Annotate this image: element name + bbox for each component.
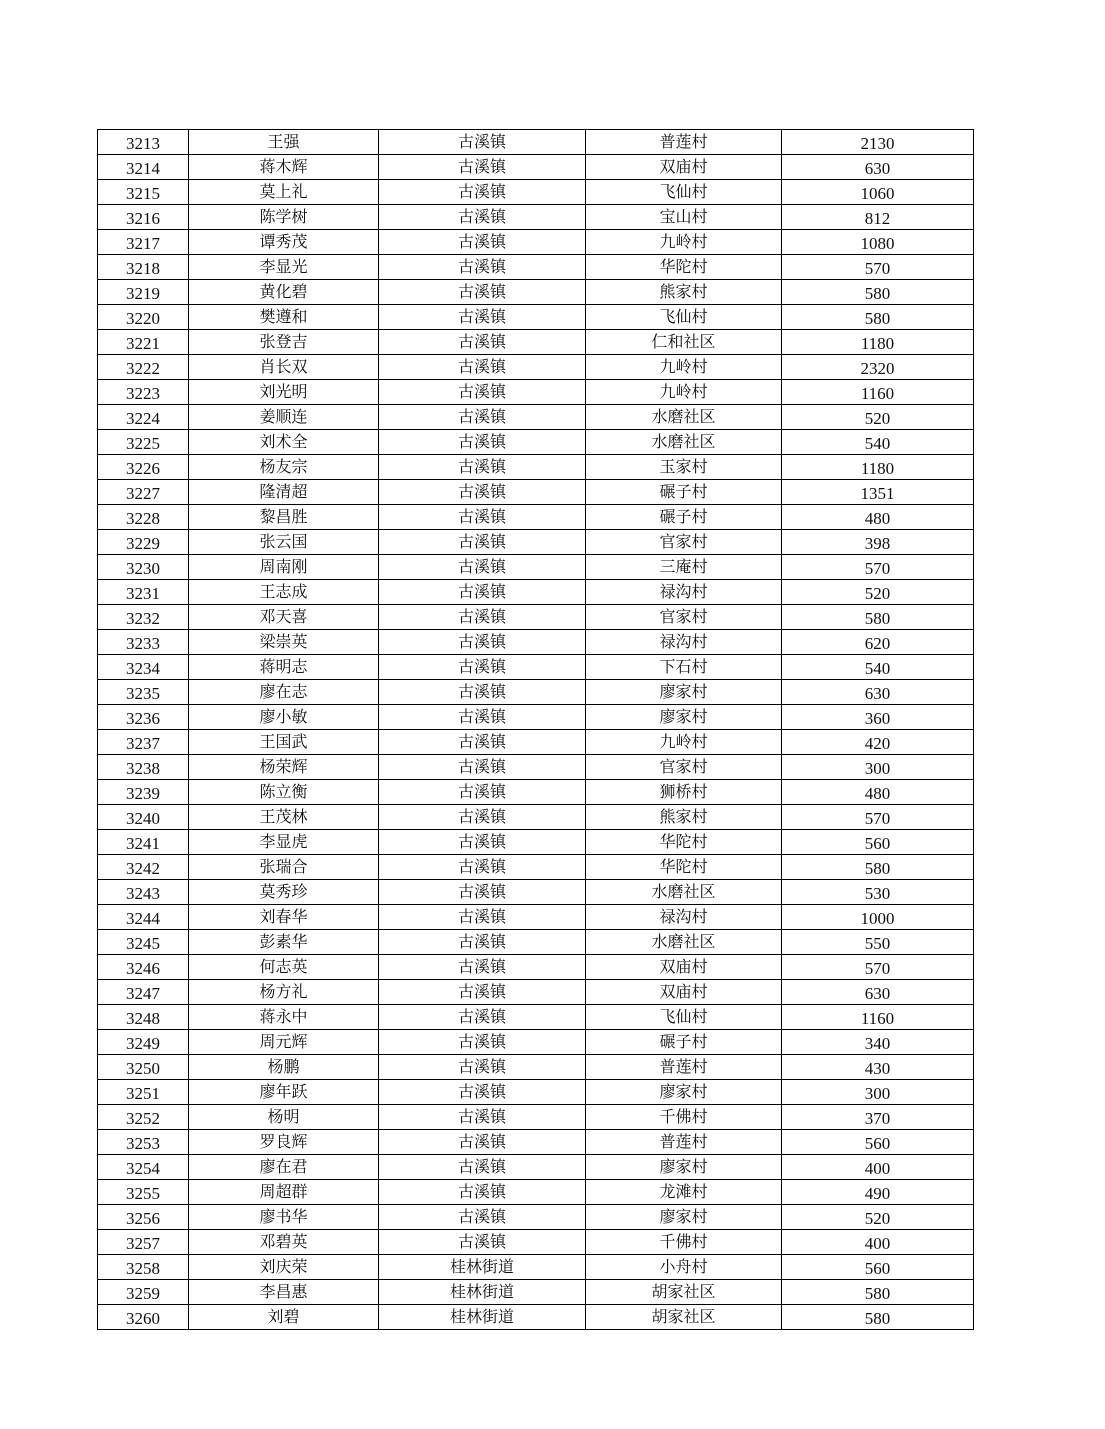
village-cell: 碾子村 bbox=[586, 1030, 782, 1055]
village-cell: 九岭村 bbox=[586, 355, 782, 380]
town-cell: 古溪镇 bbox=[379, 330, 586, 355]
row-number-cell: 3223 bbox=[98, 380, 189, 405]
town-cell: 古溪镇 bbox=[379, 780, 586, 805]
village-cell: 禄沟村 bbox=[586, 905, 782, 930]
village-cell: 胡家社区 bbox=[586, 1305, 782, 1330]
amount-cell: 400 bbox=[782, 1155, 974, 1180]
table-row bbox=[98, 1105, 974, 1130]
row-number-cell: 3253 bbox=[98, 1130, 189, 1155]
row-number-cell: 3227 bbox=[98, 480, 189, 505]
town-cell: 古溪镇 bbox=[379, 1180, 586, 1205]
amount-cell: 370 bbox=[782, 1105, 974, 1130]
amount-cell: 570 bbox=[782, 805, 974, 830]
amount-cell: 1351 bbox=[782, 480, 974, 505]
town-cell: 古溪镇 bbox=[379, 455, 586, 480]
town-cell: 古溪镇 bbox=[379, 755, 586, 780]
row-number-cell: 3245 bbox=[98, 930, 189, 955]
row-number-cell: 3247 bbox=[98, 980, 189, 1005]
row-number-cell: 3250 bbox=[98, 1055, 189, 1080]
town-cell: 桂林街道 bbox=[379, 1305, 586, 1330]
row-number-cell: 3231 bbox=[98, 580, 189, 605]
row-number-cell: 3255 bbox=[98, 1180, 189, 1205]
name-cell: 黎昌胜 bbox=[189, 505, 379, 530]
name-cell: 李显光 bbox=[189, 255, 379, 280]
row-number-cell: 3244 bbox=[98, 905, 189, 930]
amount-cell: 300 bbox=[782, 755, 974, 780]
town-cell: 古溪镇 bbox=[379, 605, 586, 630]
village-cell: 廖家村 bbox=[586, 680, 782, 705]
row-number-cell: 3214 bbox=[98, 155, 189, 180]
town-cell: 古溪镇 bbox=[379, 905, 586, 930]
amount-cell: 520 bbox=[782, 1205, 974, 1230]
name-cell: 杨方礼 bbox=[189, 980, 379, 1005]
table-row bbox=[98, 1080, 974, 1105]
table-row bbox=[98, 180, 974, 205]
village-cell: 廖家村 bbox=[586, 1080, 782, 1105]
village-cell: 水磨社区 bbox=[586, 405, 782, 430]
name-cell: 杨友宗 bbox=[189, 455, 379, 480]
name-cell: 李显虎 bbox=[189, 830, 379, 855]
village-cell: 小舟村 bbox=[586, 1255, 782, 1280]
town-cell: 古溪镇 bbox=[379, 1055, 586, 1080]
village-cell: 廖家村 bbox=[586, 1205, 782, 1230]
town-cell: 古溪镇 bbox=[379, 1105, 586, 1130]
amount-cell: 480 bbox=[782, 505, 974, 530]
name-cell: 莫秀珍 bbox=[189, 880, 379, 905]
village-cell: 龙滩村 bbox=[586, 1180, 782, 1205]
village-cell: 仁和社区 bbox=[586, 330, 782, 355]
amount-cell: 520 bbox=[782, 580, 974, 605]
amount-cell: 398 bbox=[782, 530, 974, 555]
name-cell: 陈学树 bbox=[189, 205, 379, 230]
row-number-cell: 3242 bbox=[98, 855, 189, 880]
name-cell: 蒋明志 bbox=[189, 655, 379, 680]
table-row bbox=[98, 255, 974, 280]
village-cell: 普莲村 bbox=[586, 1055, 782, 1080]
town-cell: 古溪镇 bbox=[379, 380, 586, 405]
row-number-cell: 3241 bbox=[98, 830, 189, 855]
town-cell: 古溪镇 bbox=[379, 155, 586, 180]
amount-cell: 430 bbox=[782, 1055, 974, 1080]
name-cell: 邓天喜 bbox=[189, 605, 379, 630]
amount-cell: 2130 bbox=[782, 130, 974, 155]
village-cell: 廖家村 bbox=[586, 1155, 782, 1180]
town-cell: 古溪镇 bbox=[379, 305, 586, 330]
row-number-cell: 3232 bbox=[98, 605, 189, 630]
town-cell: 古溪镇 bbox=[379, 405, 586, 430]
row-number-cell: 3222 bbox=[98, 355, 189, 380]
row-number-cell: 3216 bbox=[98, 205, 189, 230]
row-number-cell: 3236 bbox=[98, 705, 189, 730]
amount-cell: 580 bbox=[782, 1305, 974, 1330]
amount-cell: 1060 bbox=[782, 180, 974, 205]
village-cell: 水磨社区 bbox=[586, 880, 782, 905]
town-cell: 古溪镇 bbox=[379, 580, 586, 605]
name-cell: 陈立衡 bbox=[189, 780, 379, 805]
table-row bbox=[98, 230, 974, 255]
town-cell: 古溪镇 bbox=[379, 955, 586, 980]
table-row bbox=[98, 905, 974, 930]
amount-cell: 630 bbox=[782, 980, 974, 1005]
row-number-cell: 3251 bbox=[98, 1080, 189, 1105]
name-cell: 樊遵和 bbox=[189, 305, 379, 330]
town-cell: 古溪镇 bbox=[379, 130, 586, 155]
name-cell: 彭素华 bbox=[189, 930, 379, 955]
name-cell: 廖书华 bbox=[189, 1205, 379, 1230]
town-cell: 古溪镇 bbox=[379, 1005, 586, 1030]
village-cell: 禄沟村 bbox=[586, 580, 782, 605]
name-cell: 黄化碧 bbox=[189, 280, 379, 305]
town-cell: 古溪镇 bbox=[379, 480, 586, 505]
table-row bbox=[98, 1130, 974, 1155]
village-cell: 玉家村 bbox=[586, 455, 782, 480]
village-cell: 双庙村 bbox=[586, 955, 782, 980]
row-number-cell: 3218 bbox=[98, 255, 189, 280]
village-cell: 水磨社区 bbox=[586, 930, 782, 955]
village-cell: 水磨社区 bbox=[586, 430, 782, 455]
name-cell: 谭秀茂 bbox=[189, 230, 379, 255]
amount-cell: 570 bbox=[782, 255, 974, 280]
town-cell: 古溪镇 bbox=[379, 1230, 586, 1255]
amount-cell: 300 bbox=[782, 1080, 974, 1105]
village-cell: 碾子村 bbox=[586, 480, 782, 505]
name-cell: 周超群 bbox=[189, 1180, 379, 1205]
town-cell: 古溪镇 bbox=[379, 680, 586, 705]
table-row bbox=[98, 130, 974, 155]
amount-cell: 560 bbox=[782, 1130, 974, 1155]
town-cell: 古溪镇 bbox=[379, 1130, 586, 1155]
table-row bbox=[98, 680, 974, 705]
amount-cell: 560 bbox=[782, 1255, 974, 1280]
table-row bbox=[98, 1180, 974, 1205]
town-cell: 古溪镇 bbox=[379, 730, 586, 755]
village-cell: 碾子村 bbox=[586, 505, 782, 530]
name-cell: 梁崇英 bbox=[189, 630, 379, 655]
amount-cell: 812 bbox=[782, 205, 974, 230]
table-row bbox=[98, 805, 974, 830]
village-cell: 官家村 bbox=[586, 530, 782, 555]
name-cell: 何志英 bbox=[189, 955, 379, 980]
row-number-cell: 3228 bbox=[98, 505, 189, 530]
village-cell: 九岭村 bbox=[586, 230, 782, 255]
table-row bbox=[98, 1005, 974, 1030]
row-number-cell: 3260 bbox=[98, 1305, 189, 1330]
town-cell: 古溪镇 bbox=[379, 980, 586, 1005]
table-row bbox=[98, 880, 974, 905]
town-cell: 古溪镇 bbox=[379, 1155, 586, 1180]
amount-cell: 360 bbox=[782, 705, 974, 730]
village-cell: 官家村 bbox=[586, 755, 782, 780]
row-number-cell: 3226 bbox=[98, 455, 189, 480]
amount-cell: 1180 bbox=[782, 330, 974, 355]
village-cell: 狮桥村 bbox=[586, 780, 782, 805]
row-number-cell: 3249 bbox=[98, 1030, 189, 1055]
table-row bbox=[98, 205, 974, 230]
table-row bbox=[98, 830, 974, 855]
amount-cell: 580 bbox=[782, 855, 974, 880]
name-cell: 隆清超 bbox=[189, 480, 379, 505]
amount-cell: 630 bbox=[782, 680, 974, 705]
name-cell: 蒋木辉 bbox=[189, 155, 379, 180]
table-row bbox=[98, 730, 974, 755]
amount-cell: 620 bbox=[782, 630, 974, 655]
name-cell: 张瑞合 bbox=[189, 855, 379, 880]
village-cell: 千佛村 bbox=[586, 1105, 782, 1130]
amount-cell: 480 bbox=[782, 780, 974, 805]
amount-cell: 570 bbox=[782, 955, 974, 980]
village-cell: 熊家村 bbox=[586, 805, 782, 830]
table-row bbox=[98, 1280, 974, 1305]
amount-cell: 540 bbox=[782, 430, 974, 455]
town-cell: 古溪镇 bbox=[379, 805, 586, 830]
table-row bbox=[98, 555, 974, 580]
town-cell: 古溪镇 bbox=[379, 1030, 586, 1055]
village-cell: 九岭村 bbox=[586, 730, 782, 755]
name-cell: 姜顺连 bbox=[189, 405, 379, 430]
amount-cell: 420 bbox=[782, 730, 974, 755]
table-row bbox=[98, 1305, 974, 1330]
name-cell: 刘庆荣 bbox=[189, 1255, 379, 1280]
row-number-cell: 3220 bbox=[98, 305, 189, 330]
table-row bbox=[98, 155, 974, 180]
amount-cell: 1160 bbox=[782, 380, 974, 405]
amount-cell: 570 bbox=[782, 555, 974, 580]
table-row bbox=[98, 980, 974, 1005]
row-number-cell: 3225 bbox=[98, 430, 189, 455]
row-number-cell: 3258 bbox=[98, 1255, 189, 1280]
row-number-cell: 3217 bbox=[98, 230, 189, 255]
village-cell: 胡家社区 bbox=[586, 1280, 782, 1305]
table-row bbox=[98, 405, 974, 430]
village-cell: 下石村 bbox=[586, 655, 782, 680]
table-row bbox=[98, 505, 974, 530]
town-cell: 古溪镇 bbox=[379, 255, 586, 280]
row-number-cell: 3257 bbox=[98, 1230, 189, 1255]
row-number-cell: 3213 bbox=[98, 130, 189, 155]
table-row bbox=[98, 455, 974, 480]
town-cell: 古溪镇 bbox=[379, 630, 586, 655]
table-row bbox=[98, 605, 974, 630]
table-row bbox=[98, 430, 974, 455]
village-cell: 华陀村 bbox=[586, 855, 782, 880]
amount-cell: 490 bbox=[782, 1180, 974, 1205]
table-row bbox=[98, 480, 974, 505]
village-cell: 官家村 bbox=[586, 605, 782, 630]
amount-cell: 530 bbox=[782, 880, 974, 905]
village-cell: 禄沟村 bbox=[586, 630, 782, 655]
amount-cell: 630 bbox=[782, 155, 974, 180]
table-row bbox=[98, 1055, 974, 1080]
row-number-cell: 3233 bbox=[98, 630, 189, 655]
amount-cell: 1080 bbox=[782, 230, 974, 255]
town-cell: 桂林街道 bbox=[379, 1280, 586, 1305]
village-cell: 华陀村 bbox=[586, 255, 782, 280]
town-cell: 古溪镇 bbox=[379, 1205, 586, 1230]
table-row bbox=[98, 755, 974, 780]
row-number-cell: 3248 bbox=[98, 1005, 189, 1030]
table-row bbox=[98, 1030, 974, 1055]
name-cell: 王国武 bbox=[189, 730, 379, 755]
town-cell: 古溪镇 bbox=[379, 180, 586, 205]
village-cell: 宝山村 bbox=[586, 205, 782, 230]
table-row bbox=[98, 855, 974, 880]
village-cell: 飞仙村 bbox=[586, 305, 782, 330]
name-cell: 廖小敏 bbox=[189, 705, 379, 730]
amount-cell: 540 bbox=[782, 655, 974, 680]
row-number-cell: 3235 bbox=[98, 680, 189, 705]
name-cell: 罗良辉 bbox=[189, 1130, 379, 1155]
row-number-cell: 3215 bbox=[98, 180, 189, 205]
table-row bbox=[98, 530, 974, 555]
amount-cell: 560 bbox=[782, 830, 974, 855]
row-number-cell: 3219 bbox=[98, 280, 189, 305]
amount-cell: 580 bbox=[782, 280, 974, 305]
table-row bbox=[98, 330, 974, 355]
table-row bbox=[98, 1230, 974, 1255]
amount-cell: 550 bbox=[782, 930, 974, 955]
row-number-cell: 3252 bbox=[98, 1105, 189, 1130]
village-cell: 三庵村 bbox=[586, 555, 782, 580]
amount-cell: 340 bbox=[782, 1030, 974, 1055]
village-cell: 普莲村 bbox=[586, 130, 782, 155]
amount-cell: 1160 bbox=[782, 1005, 974, 1030]
amount-cell: 580 bbox=[782, 305, 974, 330]
table-row bbox=[98, 305, 974, 330]
town-cell: 古溪镇 bbox=[379, 205, 586, 230]
amount-cell: 1000 bbox=[782, 905, 974, 930]
town-cell: 古溪镇 bbox=[379, 505, 586, 530]
amount-cell: 1180 bbox=[782, 455, 974, 480]
town-cell: 古溪镇 bbox=[379, 655, 586, 680]
town-cell: 古溪镇 bbox=[379, 880, 586, 905]
town-cell: 古溪镇 bbox=[379, 230, 586, 255]
town-cell: 古溪镇 bbox=[379, 430, 586, 455]
village-cell: 廖家村 bbox=[586, 705, 782, 730]
name-cell: 刘春华 bbox=[189, 905, 379, 930]
table-row bbox=[98, 780, 974, 805]
records-body bbox=[98, 130, 974, 1330]
name-cell: 张登吉 bbox=[189, 330, 379, 355]
village-cell: 千佛村 bbox=[586, 1230, 782, 1255]
row-number-cell: 3254 bbox=[98, 1155, 189, 1180]
village-cell: 飞仙村 bbox=[586, 1005, 782, 1030]
name-cell: 周元辉 bbox=[189, 1030, 379, 1055]
row-number-cell: 3246 bbox=[98, 955, 189, 980]
row-number-cell: 3259 bbox=[98, 1280, 189, 1305]
row-number-cell: 3229 bbox=[98, 530, 189, 555]
row-number-cell: 3243 bbox=[98, 880, 189, 905]
table-row bbox=[98, 630, 974, 655]
name-cell: 王茂林 bbox=[189, 805, 379, 830]
row-number-cell: 3238 bbox=[98, 755, 189, 780]
table-row bbox=[98, 705, 974, 730]
name-cell: 刘光明 bbox=[189, 380, 379, 405]
table-row bbox=[98, 380, 974, 405]
name-cell: 张云国 bbox=[189, 530, 379, 555]
name-cell: 廖在志 bbox=[189, 680, 379, 705]
row-number-cell: 3240 bbox=[98, 805, 189, 830]
village-cell: 熊家村 bbox=[586, 280, 782, 305]
name-cell: 刘碧 bbox=[189, 1305, 379, 1330]
table-row bbox=[98, 355, 974, 380]
row-number-cell: 3234 bbox=[98, 655, 189, 680]
row-number-cell: 3237 bbox=[98, 730, 189, 755]
amount-cell: 520 bbox=[782, 405, 974, 430]
table-row bbox=[98, 655, 974, 680]
table-row bbox=[98, 280, 974, 305]
village-cell: 飞仙村 bbox=[586, 180, 782, 205]
village-cell: 双庙村 bbox=[586, 980, 782, 1005]
town-cell: 古溪镇 bbox=[379, 530, 586, 555]
table-row bbox=[98, 1155, 974, 1180]
table-row bbox=[98, 955, 974, 980]
table-row bbox=[98, 580, 974, 605]
village-cell: 九岭村 bbox=[586, 380, 782, 405]
name-cell: 王强 bbox=[189, 130, 379, 155]
name-cell: 莫上礼 bbox=[189, 180, 379, 205]
name-cell: 刘术全 bbox=[189, 430, 379, 455]
name-cell: 廖在君 bbox=[189, 1155, 379, 1180]
table-row bbox=[98, 1205, 974, 1230]
table-row bbox=[98, 930, 974, 955]
village-cell: 华陀村 bbox=[586, 830, 782, 855]
records-table bbox=[97, 129, 974, 1330]
town-cell: 古溪镇 bbox=[379, 355, 586, 380]
name-cell: 杨明 bbox=[189, 1105, 379, 1130]
name-cell: 廖年跃 bbox=[189, 1080, 379, 1105]
name-cell: 蒋永中 bbox=[189, 1005, 379, 1030]
row-number-cell: 3239 bbox=[98, 780, 189, 805]
amount-cell: 400 bbox=[782, 1230, 974, 1255]
village-cell: 普莲村 bbox=[586, 1130, 782, 1155]
name-cell: 杨荣辉 bbox=[189, 755, 379, 780]
name-cell: 邓碧英 bbox=[189, 1230, 379, 1255]
row-number-cell: 3230 bbox=[98, 555, 189, 580]
town-cell: 古溪镇 bbox=[379, 930, 586, 955]
name-cell: 李昌惠 bbox=[189, 1280, 379, 1305]
table-row bbox=[98, 1255, 974, 1280]
row-number-cell: 3224 bbox=[98, 405, 189, 430]
name-cell: 肖长双 bbox=[189, 355, 379, 380]
amount-cell: 2320 bbox=[782, 355, 974, 380]
row-number-cell: 3221 bbox=[98, 330, 189, 355]
name-cell: 杨鹏 bbox=[189, 1055, 379, 1080]
town-cell: 桂林街道 bbox=[379, 1255, 586, 1280]
town-cell: 古溪镇 bbox=[379, 280, 586, 305]
row-number-cell: 3256 bbox=[98, 1205, 189, 1230]
amount-cell: 580 bbox=[782, 1280, 974, 1305]
village-cell: 双庙村 bbox=[586, 155, 782, 180]
name-cell: 王志成 bbox=[189, 580, 379, 605]
town-cell: 古溪镇 bbox=[379, 855, 586, 880]
name-cell: 周南刚 bbox=[189, 555, 379, 580]
amount-cell: 580 bbox=[782, 605, 974, 630]
town-cell: 古溪镇 bbox=[379, 830, 586, 855]
town-cell: 古溪镇 bbox=[379, 1080, 586, 1105]
town-cell: 古溪镇 bbox=[379, 705, 586, 730]
town-cell: 古溪镇 bbox=[379, 555, 586, 580]
